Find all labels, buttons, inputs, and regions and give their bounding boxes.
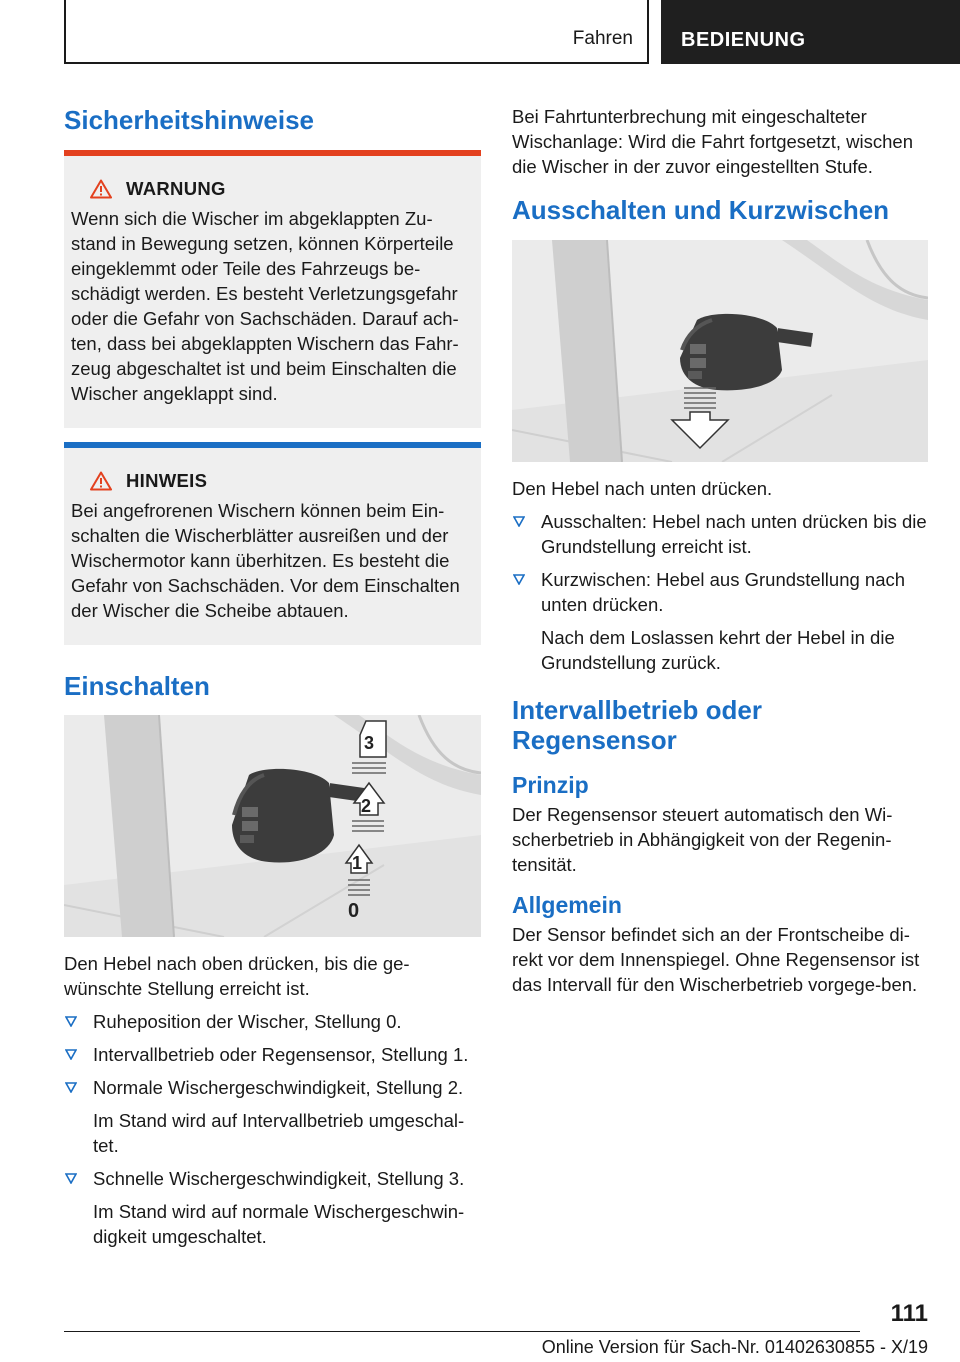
general-text: Der Sensor befindet sich an der Frontscheibe di-rekt vor dem Innenspiegel. Ohne Regensensor ist das Intervall für den Wischerbetrieb vorgege-ben. (512, 924, 920, 995)
switch-off-list (512, 509, 928, 675)
warning-box (64, 150, 481, 428)
section-tab (661, 0, 960, 64)
general-title: Allgemein (512, 892, 622, 918)
wiper-lever-down-figure (512, 240, 928, 462)
switch-on-title: Einschalten (64, 671, 210, 701)
hint-box (64, 442, 481, 645)
interval-title: Intervallbetrieb oder Regensensor (512, 695, 762, 755)
triangle-bullet-icon (65, 1173, 77, 1184)
lever-down-illustration (512, 240, 928, 462)
list-item: Kurzwischen: Hebel aus Grundstellung nach unten drücken. Nach dem Loslassen kehrt der Hebel in die Grundstellung zurück. (512, 567, 928, 675)
principle-text: Der Regensensor steuert automatisch den Wi-scherbetrieb in Abhängigkeit von der Regenin-tensität. (512, 804, 893, 875)
switch-off-title: Ausschalten und Kurzwischen (512, 195, 890, 225)
list-item-note: Nach dem Loslassen kehrt der Hebel in die Grundstellung zurück. (541, 627, 895, 673)
warning-triangle-icon (90, 471, 112, 491)
hint-label: HINWEIS (126, 470, 208, 491)
list-item: Intervallbetrieb oder Regensensor, Stellung 1. (64, 1042, 481, 1067)
section-tab-label: BEDIENUNG (681, 29, 806, 51)
hint-text: Bei angefrorenen Wischern können beim Ein-schalten die Wischerblätter ausreißen und der Wischermotor kann überhitzen. Es besteht die Gefahr von Sachschäden. Vor dem Einschalten der Wischer die Scheibe abtauen. (71, 500, 460, 621)
list-item: Ausschalten: Hebel nach unten drücken bis die Grundstellung erreicht ist. (512, 509, 928, 559)
wiper-lever-up-figure (64, 715, 481, 937)
triangle-bullet-icon (65, 1016, 77, 1027)
left-column (64, 100, 481, 1249)
switch-on-intro: Den Hebel nach oben drücken, bis die ge-wünschte Stellung erreicht ist. (64, 953, 410, 999)
safety-title: Sicherheitshinweise (64, 105, 314, 135)
chapter-frame (64, 0, 649, 64)
list-item-note: Im Stand wird auf normale Wischergeschwin-digkeit umgeschaltet. (93, 1201, 465, 1247)
position-label-0: 0 (348, 900, 360, 922)
triangle-bullet-icon (513, 516, 525, 527)
online-version-note: Online Version für Sach-Nr. 01402630855 - X/19 (541, 1337, 928, 1357)
footer-rule (64, 1331, 860, 1332)
principle-title: Prinzip (512, 772, 589, 798)
position-label-1: 1 (352, 853, 363, 873)
list-item-note: Im Stand wird auf Intervallbetrieb umgeschal-tet. (93, 1110, 465, 1156)
switch-off-intro: Den Hebel nach unten drücken. (512, 478, 773, 499)
triangle-bullet-icon (513, 574, 525, 585)
warning-label: WARNUNG (126, 178, 226, 199)
list-item: Normale Wischergeschwindigkeit, Stellung 2. Im Stand wird auf Intervallbetrieb umgeschal-tet. (64, 1075, 481, 1158)
page-number: 111 (890, 1300, 928, 1327)
warning-text: Wenn sich die Wischer im abgeklappten Zu-stand in Bewegung setzen, können Körperteile eingeklemmt oder Teile des Fahrzeugs be-schädigt werden. Es besteht Verletzungsgefahr oder die Gefahr von Sachschäden. Darauf ach-ten, dass bei abgeklappten Wischern das Fahr-zeug abgeschaltet ist und beim Einschalten die Wischer angeklappt sind. (71, 208, 459, 404)
chapter-title: Fahren (572, 28, 633, 49)
list-item: Ruheposition der Wischer, Stellung 0. (64, 1009, 481, 1034)
triangle-bullet-icon (65, 1082, 77, 1093)
interrupt-text: Bei Fahrtunterbrechung mit eingeschalteter Wischanlage: Wird die Fahrt fortgesetzt, wischen die Wischer in der zuvor eingestellten Stufe. (512, 106, 913, 177)
triangle-bullet-icon (65, 1049, 77, 1060)
right-column (512, 100, 928, 997)
position-label-3: 3 (364, 733, 375, 753)
list-item: Schnelle Wischergeschwindigkeit, Stellung 3. Im Stand wird auf normale Wischergeschwin-digkeit umgeschaltet. (64, 1166, 481, 1249)
switch-on-list (64, 1009, 481, 1249)
page-header (0, 0, 960, 66)
lever-up-illustration (64, 715, 481, 937)
warning-triangle-icon (90, 179, 112, 199)
position-label-2: 2 (361, 796, 372, 816)
